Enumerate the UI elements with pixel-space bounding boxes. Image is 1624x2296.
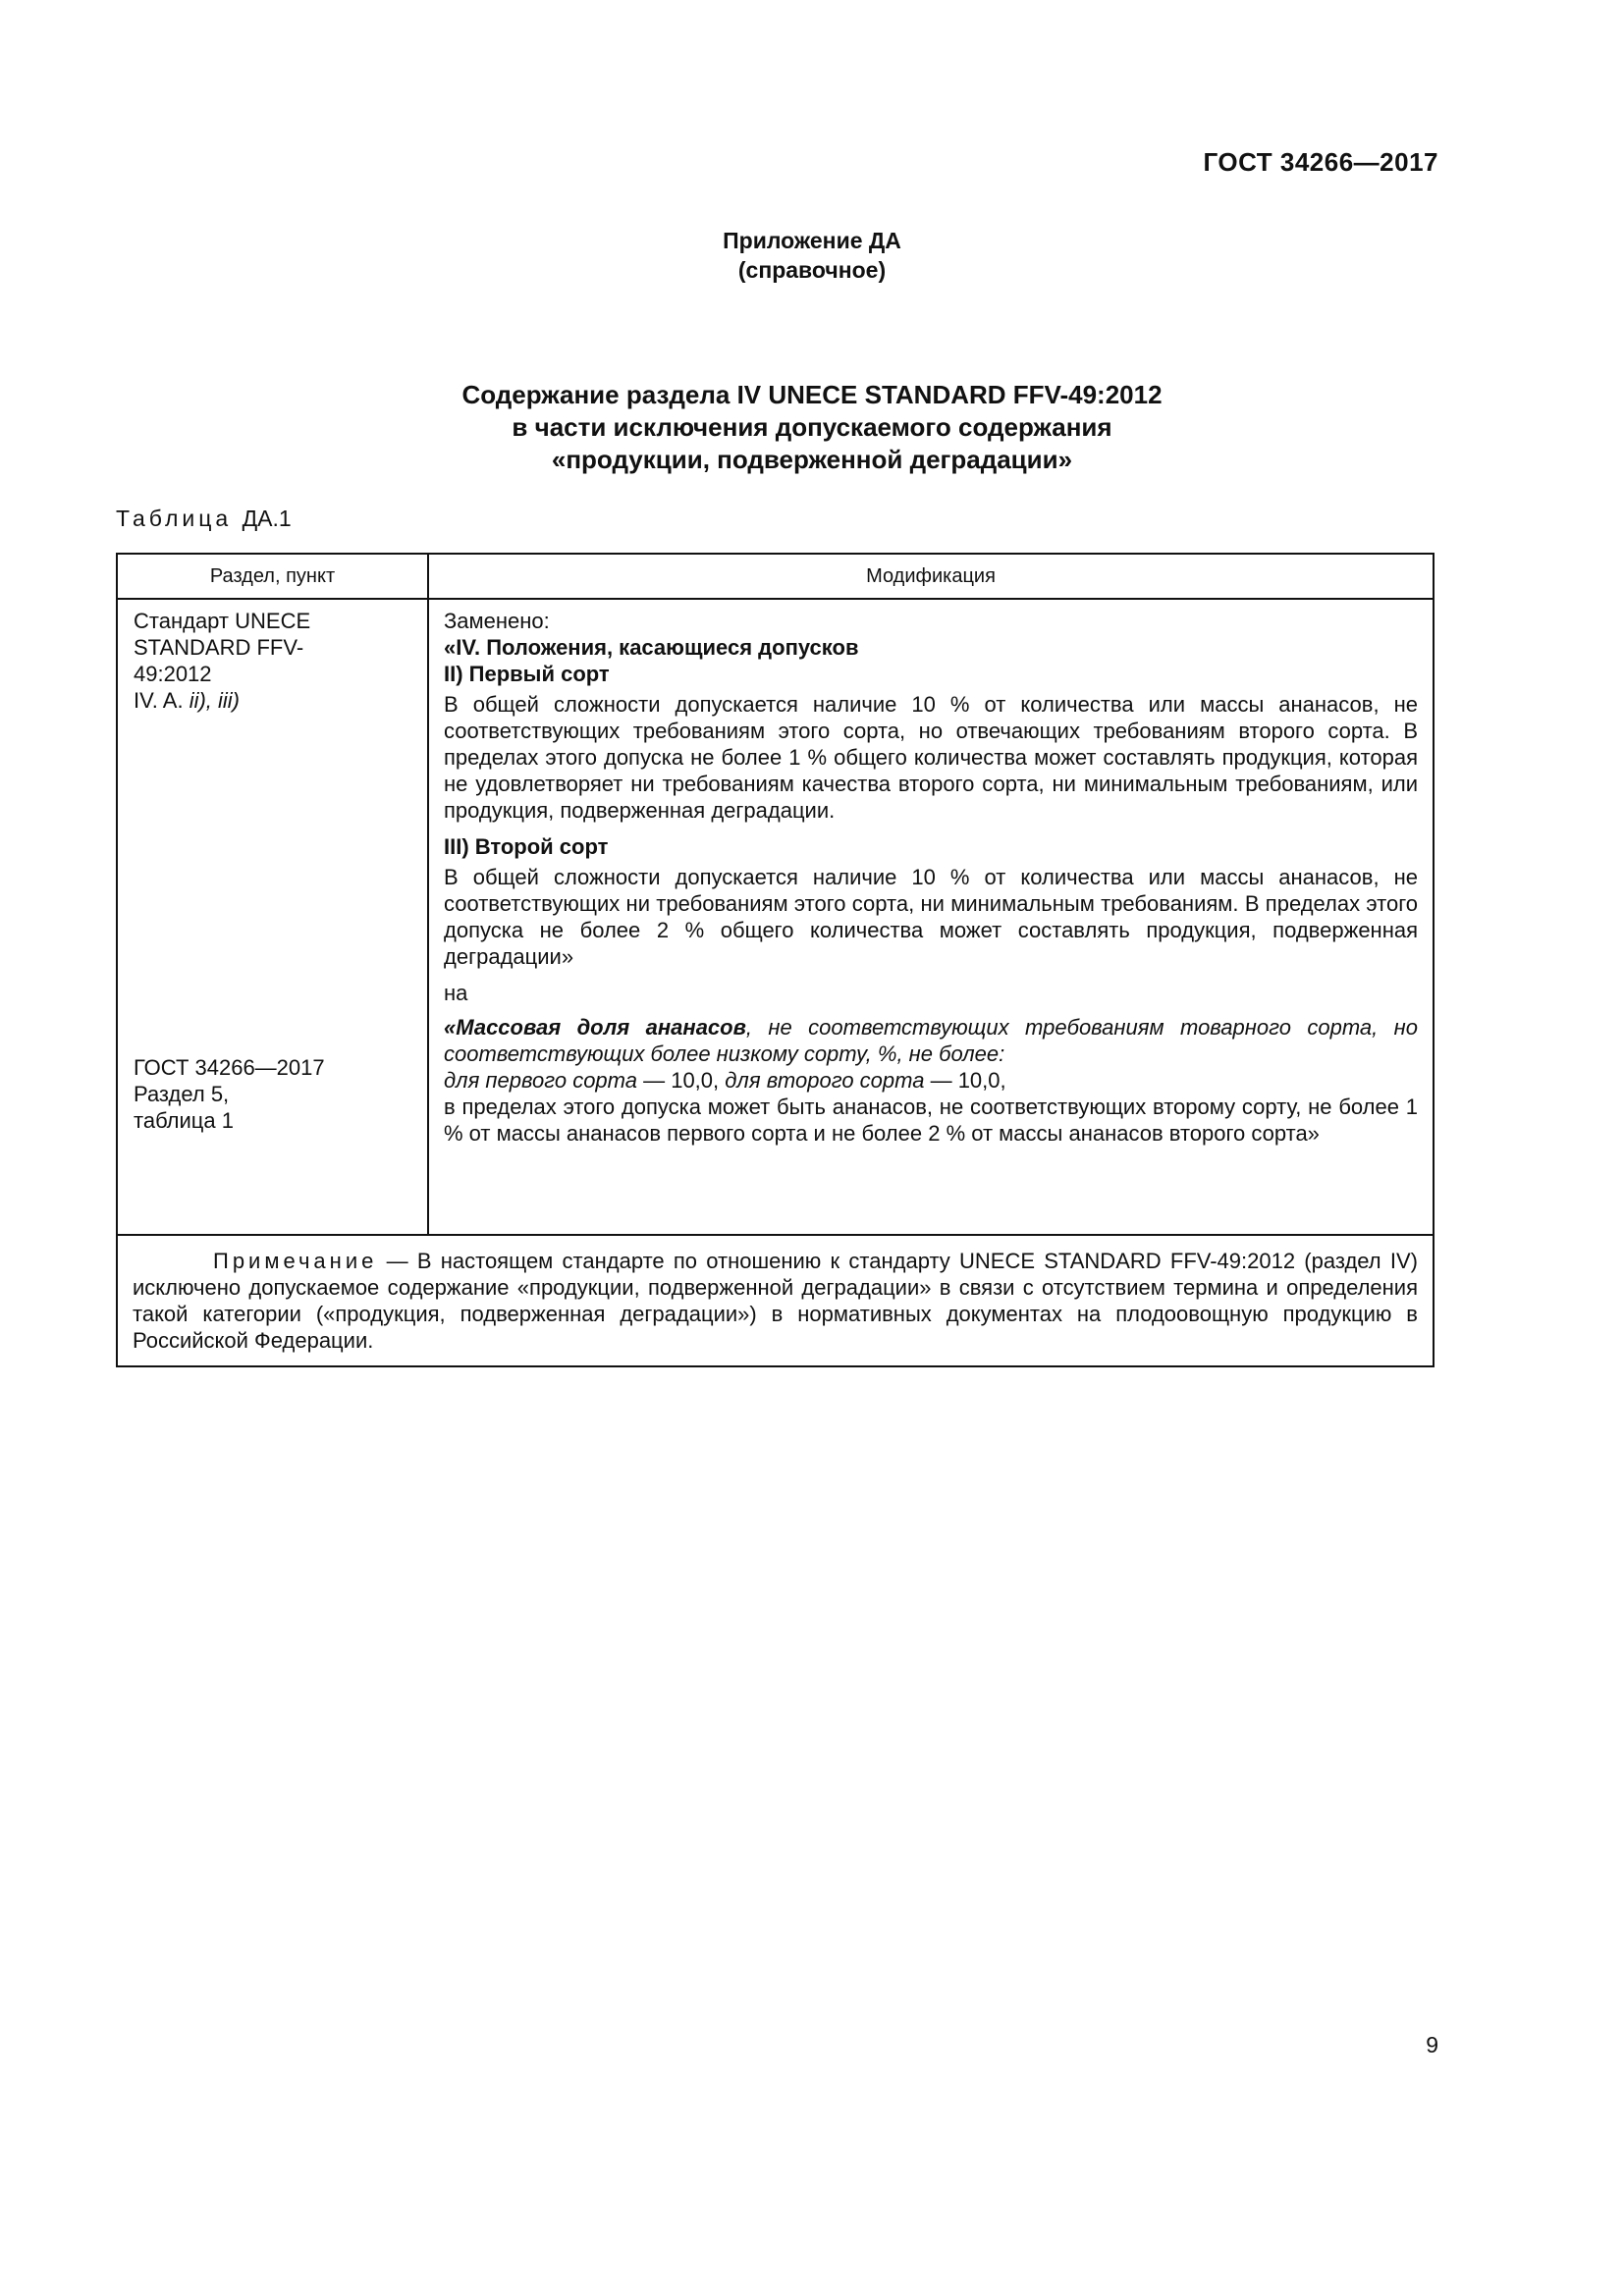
table-caption — [116, 506, 292, 532]
modification-cell — [428, 599, 1434, 1235]
source-line: 49:2012 — [134, 662, 212, 686]
target-reference — [134, 1054, 325, 1134]
paragraph-first-grade: В общей сложности допускается наличие 10 % от количества или массы ананасов, не соответствующих требованиям этого сорта, но отвечающих требованиям второго сорта. В пределах этого допуска не более 1 % общего количества может составлять продукция, которая не удовлетворяет ни требованиям качества второго сорта, ни минимальным требованиям, или продукция, подверженная деградации. — [444, 692, 1418, 823]
source-clause: IV. A. ii), iii) — [134, 688, 241, 713]
section-title-line-2: в части исключения допускаемого содержания — [512, 412, 1112, 442]
heading-second-grade: III) Второй сорт — [444, 834, 609, 859]
table-header-row — [117, 554, 1434, 599]
modification-table — [116, 553, 1435, 1367]
source-reference — [134, 608, 417, 714]
table-note-row — [117, 1235, 1434, 1366]
replaced-label: Заменено: — [444, 609, 550, 633]
column-header-modification: Модификация — [428, 554, 1434, 599]
table-note — [117, 1235, 1434, 1366]
document-code: ГОСТ 34266—2017 — [1203, 147, 1438, 177]
section-title-line-1: Содержание раздела IV UNECE STANDARD FFV-49:2012 — [461, 380, 1163, 409]
heading-section-iv: «IV. Положения, касающиеся допусков — [444, 635, 859, 660]
new-wording: «Массовая доля ананасов, не соответствующих требованиям товарного сорта, но соответствующих более низкому сорту, %, не более: для первого сорта — 10,0, для второго сорта — 10,0, в пределах этого допуска может быть ананасов, не соответствующих второму сорту, не более 1 % от массы ананасов первого сорта и не более 2 % от массы ананасов второго сорта» — [444, 1015, 1419, 1146]
appendix-heading — [0, 226, 1624, 285]
target-line: таблица 1 — [134, 1108, 234, 1133]
table-caption-number: ДА.1 — [242, 506, 292, 531]
section-title-line-3: «продукции, подверженной деградации» — [551, 445, 1073, 474]
note-text: — В настоящем стандарте по отношению к стандарту UNECE STANDARD FFV-49:2012 (раздел IV) исключено допускаемое содержание «продукции, подверженной деградации» в связи с отсутствием термина и определения такой категории («продукция, подверженная деградации») в нормативных документах на плодоовощную продукцию в Российской Федерации. — [133, 1249, 1418, 1353]
note-label: Примечание — [213, 1249, 378, 1273]
section-title — [0, 379, 1624, 476]
column-header-section: Раздел, пункт — [117, 554, 428, 599]
table-row — [117, 599, 1434, 1235]
on-label: на — [444, 981, 468, 1005]
heading-first-grade: II) Первый сорт — [444, 662, 610, 686]
paragraph-second-grade: В общей сложности допускается наличие 10 % от количества или массы ананасов, не соответствующих ни требованиям этого сорта, ни минимальным требованиям. В пределах этого допуска не более 2 % общего количества может составлять продукция, подверженная деградации» — [444, 865, 1418, 969]
section-cell — [117, 599, 428, 1235]
target-line: Раздел 5, — [134, 1082, 230, 1106]
page-number: 9 — [1426, 2032, 1438, 2057]
source-line: STANDARD FFV- — [134, 635, 304, 660]
appendix-subtitle: (справочное) — [737, 257, 887, 283]
source-line: Стандарт UNECE — [134, 609, 311, 633]
appendix-title: Приложение ДА — [723, 228, 901, 253]
target-line: ГОСТ 34266—2017 — [134, 1055, 325, 1080]
table-caption-label: Таблица — [116, 506, 233, 531]
